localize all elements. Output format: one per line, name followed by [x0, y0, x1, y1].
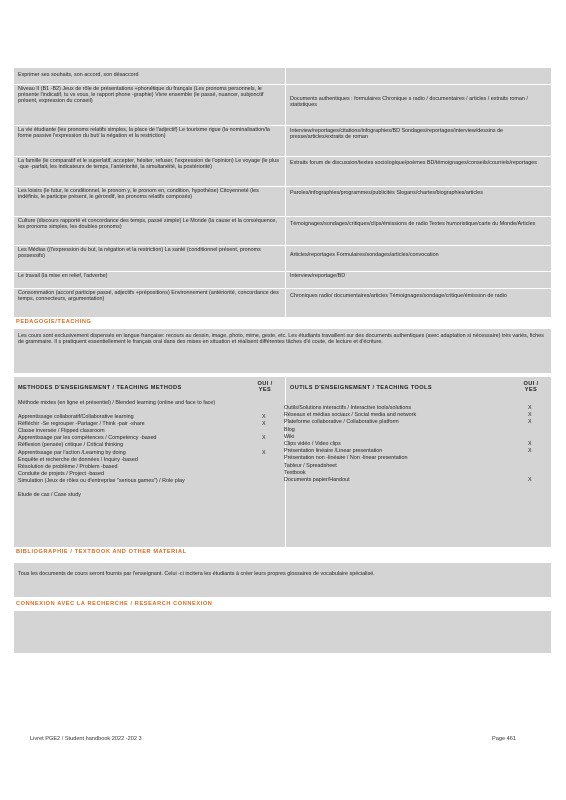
- resource-row: Interview/reportages/citations/infographies/BD Sondages/reportages/interview/dessins de presse/articles/extraits de roman: [290, 128, 504, 141]
- connexion-heading: CONNEXION AVEC LA RECHERCHE / RESEARCH CONNEXION: [16, 601, 213, 607]
- row-divider: [14, 186, 551, 187]
- method-row: Etude de cas / Case study: [18, 491, 81, 498]
- row-divider: [14, 216, 551, 217]
- check-mark: X: [262, 435, 266, 442]
- theme-row: Les Médias ((l'expression du but, la négation et la restriction) La santé (conditionnel présent, pronoms possessifs): [18, 247, 261, 260]
- method-row: Réfléchir -Se regrouper -Partager / Think -pair -share: [18, 420, 145, 427]
- row-divider: [14, 288, 551, 289]
- row-divider: [14, 156, 551, 157]
- resource-row: Chroniques radio/ documentaires/articles Témoignages/sondage/critique/émission de radio: [290, 293, 507, 299]
- method-row: Apprentissage collaboratif/Collaborative learning: [18, 413, 134, 420]
- tools-heading: OUTILS D'ENSEIGNEMENT / TEACHING TOOLS: [290, 385, 432, 391]
- method-row: Réflexion (pensée) critique / Critical thinking: [18, 442, 124, 449]
- resource-row: Témoignages/sondages/critiques/clips/émissions de radio Textes humoristique/carte du Monde/Articles: [290, 221, 536, 227]
- theme-row: Consommation (accord participe passé, adjectifs +prépositions) Environnement (antériorité, concordance des temps, connecteurs, argumentation): [18, 290, 279, 303]
- resource-row: Interview/reportage/BD: [290, 273, 346, 279]
- check-mark: X: [528, 448, 532, 455]
- method-row: Enquête et recherche de données / Inquiry -based: [18, 456, 138, 463]
- bibliographie-text: Tous les documents de cours seront fournis par l'enseignant. Celui -ci incitera les étudiants à créer leurs propres glossaires de vocabulaire spécialisé.: [14, 563, 551, 597]
- pedagogie-heading: PEDAGOGIE/TEACHING: [16, 319, 92, 325]
- row-divider: [14, 125, 551, 126]
- tools-oui-header: OUI / YES: [523, 381, 539, 393]
- tool-row: Blog: [284, 426, 295, 433]
- check-mark: X: [262, 420, 266, 427]
- tool-row: Présentation non -linéaire / Non -linear presentation: [284, 455, 408, 462]
- check-mark: X: [262, 449, 266, 456]
- methods-oui-header: OUI / YES: [257, 381, 273, 393]
- theme-row: La famille (le comparatif et le superlatif, accepter, hésiter, refuser, l'expression de l'opinion) Le voyage (le plus -que -parfait, les indicateurs de temps, l'antériorité, la simultanéité, la postériorité): [18, 158, 279, 171]
- bibliographie-heading: BIBLIOGRAPHIE / TEXTBOOK AND OTHER MATERIAL: [16, 549, 187, 555]
- method-row: Conduite de projets / Project -based: [18, 471, 105, 478]
- connexion-box: [14, 611, 551, 653]
- resource-row: Extraits forum de discussion/textes sociologique/poèmes BD/témoignages/conseils/courriels/reportages: [290, 160, 537, 166]
- tool-row: Présentation linéaire /Linear presentation: [284, 448, 383, 455]
- tool-row: Clips vidéo / Video clips: [284, 441, 341, 447]
- resource-row: Paroles/infographies/programmes/publicités Slogans/chartes/biographies/articles: [290, 190, 483, 196]
- footer-page-number: Page 461: [492, 736, 516, 742]
- check-mark: X: [528, 412, 532, 419]
- tool-row: Outils/Solutions interactifs / Interactive tools/solutions: [284, 405, 412, 411]
- resource-row: Documents authentiques : formulaires Chronique s radio / documentaires / articles / extraits roman / statistiques: [290, 96, 528, 109]
- tool-row: Plateforme collaborative / Collaborative platform: [284, 419, 399, 426]
- tool-row: Réseaux et médias sociaux / Social media and network: [284, 412, 417, 419]
- tool-row: Wiki: [284, 433, 295, 440]
- method-row: Apprentissage par les compétences / Competency -based: [18, 435, 157, 442]
- check-mark: X: [262, 413, 266, 420]
- theme-row: Le travail (la mise en relief, l'adverbe): [18, 273, 108, 279]
- pedagogie-text: Les cours sont exclusivement dispensés en langue française: recours au dessin, image, photo, mime, geste, etc. Les étudiants travaillent sur des documents authentiques (avec adaptation si nécessaire) très variés, fiches de grammaire. Il s pratiquent essentiellement le français oral dans des mises en situation et réalisent différentes tâches d'é coute, de lecture et d'écriture.: [14, 329, 551, 373]
- theme-row: Culture (discours rapporté et concordance des temps, passé simple) Le Monde (la cause et la conséquence, les pronoms simples, les doubles pronoms): [18, 218, 277, 231]
- check-mark: X: [528, 419, 532, 426]
- row-divider: [14, 245, 551, 246]
- check-mark: X: [528, 477, 532, 483]
- resource-row: Articles/reportages Formulaires/sondages/articles/convocation: [290, 252, 439, 258]
- theme-row: Les loisirs (le futur, le conditionnel, le pronom y, le pronom en, condition, hypothèse) Citoyenneté (les indéfinis, le participe présent, le gérondif, les pronoms relatifs composés): [18, 188, 259, 201]
- method-row: Résolution de problème / Problem -based: [18, 463, 118, 470]
- method-row: Classe inversée / Flipped classroom: [18, 427, 105, 434]
- theme-row: Exprimer ses souhaits, son accord, son désaccord: [18, 72, 139, 78]
- theme-row: La vie étudiante (les pronoms relatifs simples, la place de l'adjectif) Le tourisme rigue (la nominalisation/la forme passive l'expression du but/ la négation et la restriction): [18, 127, 270, 140]
- row-divider: [14, 271, 551, 272]
- check-mark: X: [528, 441, 532, 447]
- row-divider: [14, 84, 551, 85]
- check-mark: X: [528, 405, 532, 411]
- method-row: Apprentissage par l'action /Learning by doing: [18, 449, 126, 456]
- footer-handbook-label: Livret PGE2 / Student handbook 2022 -202 3: [30, 736, 142, 742]
- tool-row: Textbook: [284, 469, 306, 476]
- theme-row: Niveau II (B1 -B2) Jeux de rôle de présentations +phonétique du français (Les pronoms personnels, le présente l'indicatif, tu vs vous, le rapport phone -graphie) Vivre ensemble (le passé, nuancer, subjonctif présent, expression du conseil): [18, 86, 264, 105]
- methods-heading: METHODES D'ENSEIGNEMENT / TEACHING METHODS: [18, 385, 182, 391]
- method-row: Simulation (Jeux de rôles ou d'entreprise "serious games") / Role play: [18, 478, 185, 485]
- tool-row: Documents papier/Handout: [284, 477, 350, 483]
- tool-row: Tableur / Spreadsheet: [284, 462, 337, 469]
- method-row: Méthode mixtes (en ligne et présentiel) / Blended learning (online and face to face): [18, 400, 216, 406]
